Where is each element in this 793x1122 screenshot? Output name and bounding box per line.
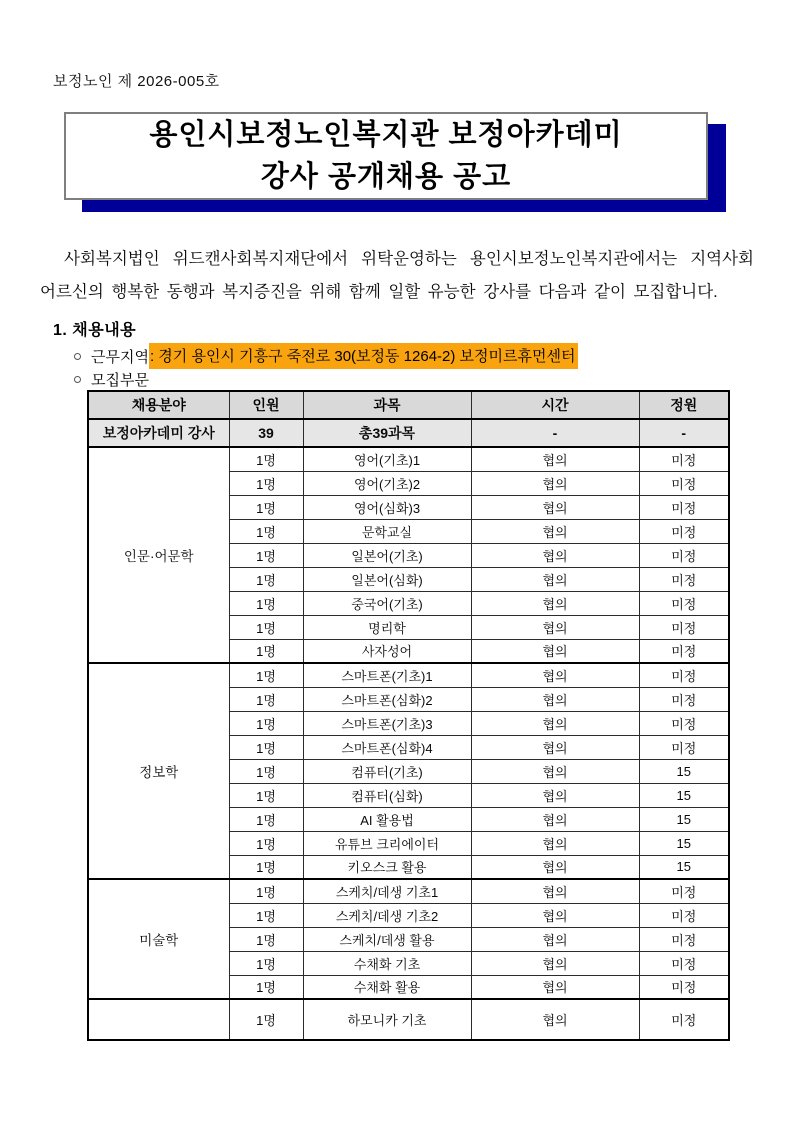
category-cell: [88, 999, 229, 1040]
recruitment-table-wrap: [87, 390, 730, 1041]
table-row: [88, 999, 729, 1040]
subject-cell: 중국어(기초): [303, 591, 471, 615]
subject-cell: 일본어(심화): [303, 567, 471, 591]
time-cell: 협의: [471, 783, 639, 807]
subject-cell: 컴퓨터(심화): [303, 783, 471, 807]
quota-cell: 15: [639, 807, 729, 831]
subject-cell: 스마트폰(심화)2: [303, 687, 471, 711]
intro-paragraph: 사회복지법인 위드캔사회복지재단에서 위탁운영하는 용인시보정노인복지관에서는 지역사회 어르신의 행복한 동행과 복지증진을 위해 함께 일할 유능한 강사를 다음과 같이 모집합니다.: [40, 250, 754, 301]
header-count: 인원: [229, 391, 303, 419]
subject-cell: 스케치/데생 기초2: [303, 903, 471, 927]
time-cell: 협의: [471, 591, 639, 615]
table-row: [88, 663, 729, 687]
quota-cell: 미정: [639, 903, 729, 927]
count-cell: 1명: [229, 975, 303, 999]
count-cell: 1명: [229, 903, 303, 927]
count-cell: 1명: [229, 687, 303, 711]
category-cell: 인문·어문학: [88, 447, 229, 663]
subject-cell: 스케치/데생 활용: [303, 927, 471, 951]
count-cell: 1명: [229, 759, 303, 783]
count-cell: 1명: [229, 807, 303, 831]
count-cell: 1명: [229, 711, 303, 735]
document-number: 보정노인 제 2026-005호: [53, 73, 220, 90]
quota-cell: 미정: [639, 471, 729, 495]
time-cell: 협의: [471, 831, 639, 855]
count-cell: 1명: [229, 639, 303, 663]
quota-cell: 미정: [639, 975, 729, 999]
subject-cell: 스마트폰(기초)3: [303, 711, 471, 735]
quota-cell: 미정: [639, 615, 729, 639]
time-cell: 협의: [471, 735, 639, 759]
subject-cell: 영어(기초)2: [303, 471, 471, 495]
quota-cell: 미정: [639, 447, 729, 471]
time-cell: 협의: [471, 447, 639, 471]
time-cell: 협의: [471, 543, 639, 567]
table-header-row: [88, 391, 729, 419]
quota-cell: 15: [639, 855, 729, 879]
subject-cell: 컴퓨터(기초): [303, 759, 471, 783]
subject-cell: AI 활용법: [303, 807, 471, 831]
count-cell: 1명: [229, 519, 303, 543]
count-cell: 1명: [229, 591, 303, 615]
quota-cell: 미정: [639, 495, 729, 519]
summary-quota: -: [639, 419, 729, 447]
quota-cell: 미정: [639, 591, 729, 615]
subject-cell: 사자성어: [303, 639, 471, 663]
time-cell: 협의: [471, 615, 639, 639]
quota-cell: 미정: [639, 663, 729, 687]
header-time: 시간: [471, 391, 639, 419]
table-row: [88, 879, 729, 903]
time-cell: 협의: [471, 855, 639, 879]
time-cell: 협의: [471, 927, 639, 951]
count-cell: 1명: [229, 495, 303, 519]
header-quota: 정원: [639, 391, 729, 419]
category-cell: 정보학: [88, 663, 229, 879]
recruitment-table: [87, 390, 730, 1041]
time-cell: 협의: [471, 711, 639, 735]
count-cell: 1명: [229, 951, 303, 975]
time-cell: 협의: [471, 951, 639, 975]
quota-cell: 미정: [639, 543, 729, 567]
count-cell: 1명: [229, 831, 303, 855]
time-cell: 협의: [471, 999, 639, 1040]
time-cell: 협의: [471, 903, 639, 927]
count-cell: 1명: [229, 999, 303, 1040]
subject-cell: 스마트폰(심화)4: [303, 735, 471, 759]
subject-cell: 하모니카 기초: [303, 999, 471, 1040]
table-row: [88, 447, 729, 471]
subject-cell: 문학교실: [303, 519, 471, 543]
time-cell: 협의: [471, 975, 639, 999]
subject-cell: 명리학: [303, 615, 471, 639]
quota-cell: 미정: [639, 951, 729, 975]
subject-cell: 영어(심화)3: [303, 495, 471, 519]
count-cell: 1명: [229, 879, 303, 903]
subject-cell: 키오스크 활용: [303, 855, 471, 879]
subject-cell: 스마트폰(기초)1: [303, 663, 471, 687]
quota-cell: 미정: [639, 999, 729, 1040]
quota-cell: 미정: [639, 567, 729, 591]
summary-subject: 총39과목: [303, 419, 471, 447]
time-cell: 협의: [471, 807, 639, 831]
quota-cell: 15: [639, 783, 729, 807]
header-subject: 과목: [303, 391, 471, 419]
count-cell: 1명: [229, 927, 303, 951]
summary-time: -: [471, 419, 639, 447]
recruit-section-label: 모집부문: [91, 372, 149, 389]
header-category: 채용분야: [88, 391, 229, 419]
subject-cell: 수채화 활용: [303, 975, 471, 999]
work-location-label: 근무지역: [91, 348, 149, 366]
quota-cell: 미정: [639, 927, 729, 951]
time-cell: 협의: [471, 663, 639, 687]
count-cell: 1명: [229, 567, 303, 591]
time-cell: 협의: [471, 471, 639, 495]
title-box: [64, 112, 708, 200]
quota-cell: 15: [639, 831, 729, 855]
section1-heading: 1. 채용내용: [53, 322, 137, 339]
quota-cell: 미정: [639, 711, 729, 735]
work-location-highlighted-value: : 경기 용인시 기흥구 죽전로 30(보정동 1264-2) 보정미르휴먼센터: [149, 343, 579, 369]
category-cell: 미술학: [88, 879, 229, 999]
quota-cell: 미정: [639, 687, 729, 711]
subject-cell: 영어(기초)1: [303, 447, 471, 471]
bullet-circle-icon: [74, 353, 81, 360]
count-cell: 1명: [229, 855, 303, 879]
time-cell: 협의: [471, 879, 639, 903]
work-location-line: [74, 343, 578, 369]
time-cell: 협의: [471, 639, 639, 663]
time-cell: 협의: [471, 759, 639, 783]
count-cell: 1명: [229, 471, 303, 495]
time-cell: 협의: [471, 687, 639, 711]
count-cell: 1명: [229, 735, 303, 759]
bullet-circle-icon: [74, 376, 81, 383]
subject-cell: 일본어(기초): [303, 543, 471, 567]
page-title-line2: 강사 공개채용 공고: [260, 161, 512, 193]
count-cell: 1명: [229, 663, 303, 687]
subject-cell: 스케치/데생 기초1: [303, 879, 471, 903]
summary-row: [88, 419, 729, 447]
page-title-line1: 용인시보정노인복지관 보정아카데미: [149, 119, 623, 151]
quota-cell: 미정: [639, 879, 729, 903]
count-cell: 1명: [229, 543, 303, 567]
quota-cell: 미정: [639, 735, 729, 759]
quota-cell: 미정: [639, 519, 729, 543]
summary-category: 보정아카데미 강사: [88, 419, 229, 447]
summary-count: 39: [229, 419, 303, 447]
time-cell: 협의: [471, 495, 639, 519]
quota-cell: 미정: [639, 639, 729, 663]
time-cell: 협의: [471, 567, 639, 591]
count-cell: 1명: [229, 783, 303, 807]
subject-cell: 수채화 기초: [303, 951, 471, 975]
subject-cell: 유튜브 크리에이터: [303, 831, 471, 855]
time-cell: 협의: [471, 519, 639, 543]
count-cell: 1명: [229, 615, 303, 639]
recruit-section-line: [74, 369, 149, 390]
quota-cell: 15: [639, 759, 729, 783]
count-cell: 1명: [229, 447, 303, 471]
